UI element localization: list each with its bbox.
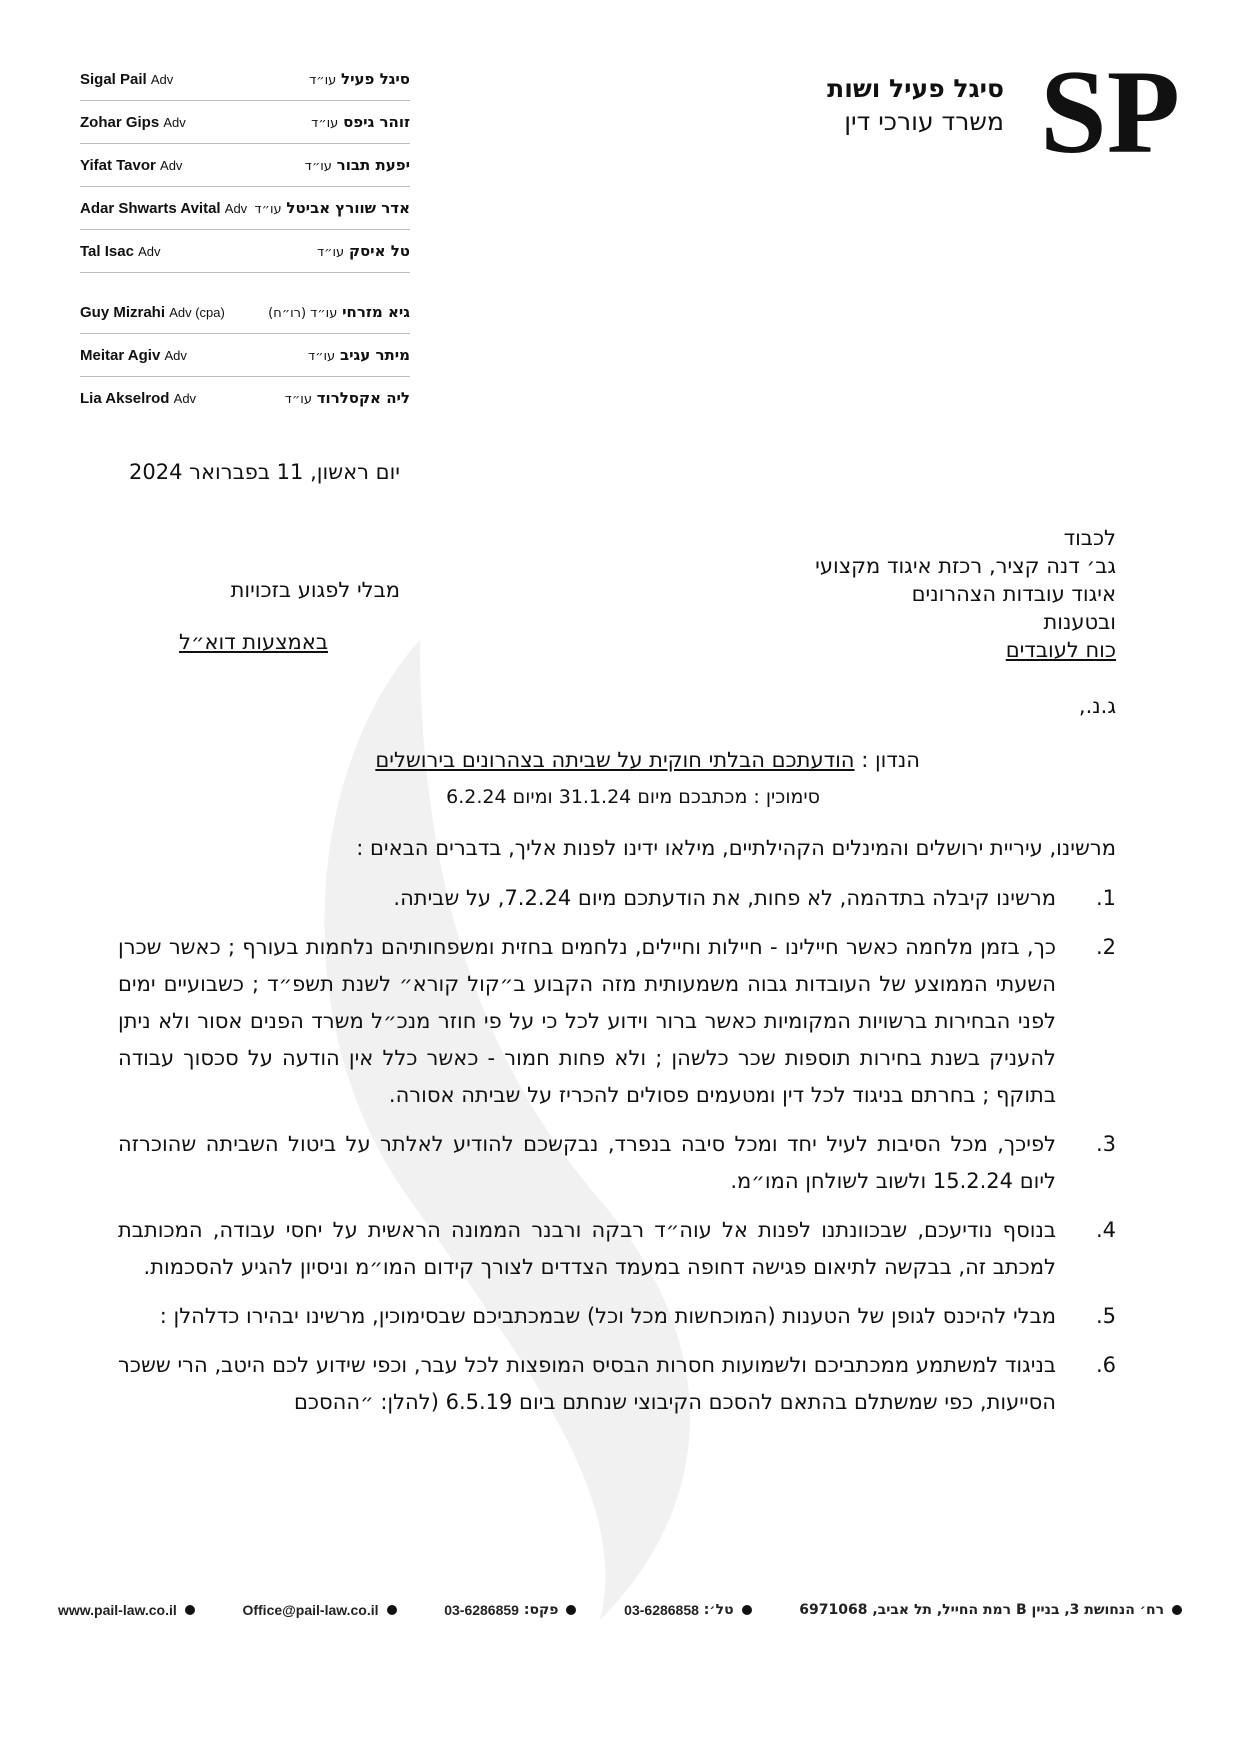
team-row	[80, 58, 410, 101]
paragraph-item	[118, 880, 1116, 917]
team-row	[80, 334, 410, 377]
phone-number[interactable]: 03-6286858	[624, 1602, 699, 1618]
paragraph-item	[118, 1298, 1116, 1335]
fax-number: 03-6286859	[444, 1602, 519, 1618]
fax-label: פקס:	[523, 1602, 559, 1618]
member-name-he: יפעת תבור	[336, 156, 410, 174]
addressee-line: כוח לעובדים	[1005, 638, 1116, 662]
member-name-he: ליה אקסלרוד	[316, 389, 410, 407]
team-row	[80, 101, 410, 144]
bullet-icon	[1172, 1605, 1182, 1615]
member-name-he: גיא מזרחי	[342, 303, 410, 321]
member-title-he: עו״ד	[254, 202, 282, 217]
member-name-en: Zohar Gips	[80, 113, 160, 131]
address-text: רח׳ הנחושת 3, בניין B רמת החייל, תל אביב, 6971068	[799, 1602, 1164, 1618]
bullet-icon	[185, 1605, 195, 1615]
member-name-he: אדר שוורץ אביטל	[286, 199, 410, 217]
paragraph-number: 2.	[1095, 935, 1116, 959]
sp-logo	[1040, 62, 1200, 162]
member-title-he: עו״ד	[311, 116, 339, 131]
greeting: ג.נ.,	[1078, 694, 1116, 718]
team-row	[80, 291, 410, 334]
team-list	[80, 58, 410, 419]
footer-address	[799, 1602, 1182, 1618]
addressee-line: לכבוד	[1063, 526, 1116, 550]
paragraph-item	[118, 1347, 1116, 1421]
references-line: סימוכין : מכתבכם מיום 31.1.24 ומיום 6.2.24	[446, 786, 820, 808]
delivery-method: באמצעות דוא״ל	[179, 630, 328, 654]
phone-label: טל׳:	[703, 1602, 734, 1618]
team-row	[80, 230, 410, 273]
member-title-he: עו״ד (רו״ח)	[268, 306, 338, 321]
member-name-he: טל איסק	[348, 242, 410, 260]
member-name-en: Adar Shwarts Avital	[80, 199, 221, 217]
member-name-en: Meitar Agiv	[80, 346, 161, 364]
member-title-en: Adv (cpa)	[169, 304, 225, 320]
firm-name: סיגל פעיל ושות	[827, 74, 1004, 103]
addressee-block	[815, 524, 1116, 664]
paragraph-text: כך, בזמן מלחמה כאשר חיילינו - חיילות וחיילים, נלחמים בחזית ומשפחותיהם נלחמות בעורף ; כאשר שכרן השעתי הממוצע של העובדות גבוה משמעותית מזה הקבוע ב״קול קורא״ לשנת תשפ״ד ; כשבועיים ימים לפני הבחירות ברשויות המקומיות כאשר ברור וידוע לכל כי על פי חוזר מנכ״ל משרד הפנים אסור ולא ניתן להעניק בשנת בחירות תוספות שכר כלשהן ; ולא פחות חמור - כאשר כלל אין הודעה על סכסוך עבודה בתוקף ; בחרתם בניגוד לכל דין ומטעמים פסולים להכריז על שביתה אסורה.	[118, 935, 1056, 1107]
member-title-he: עו״ד	[308, 349, 336, 364]
footer-email	[242, 1602, 396, 1618]
addressee-line: ובטענות	[1043, 610, 1116, 634]
member-name-en: Sigal Pail	[80, 70, 147, 88]
paragraph-number: 5.	[1095, 1304, 1116, 1328]
paragraph-text: לפיכך, מכל הסיבות לעיל יחד ומכל סיבה בנפרד, נבקשכם להודיע לאלתר על ביטול השביתה שהוכרזה ליום 15.2.24 ולשוב לשולחן המו״מ.	[118, 1132, 1056, 1193]
member-title-en: Adv	[138, 243, 161, 259]
member-name-he: זוהר גיפס	[343, 113, 410, 131]
member-title-en: Adv	[150, 71, 174, 87]
footer-phone	[624, 1602, 751, 1618]
website-link[interactable]: www.pail-law.co.il	[58, 1602, 177, 1618]
member-name-en: Lia Akselrod	[80, 389, 170, 407]
bullet-icon	[742, 1605, 752, 1615]
paragraph-text: בנוסף נודיעכם, שבכוונתנו לפנות אל עוה״ד רבקה ורבנר הממונה הראשית על יחסי עבודה, המכותבת למכתב זה, בבקשה לתיאום פגישה דחופה במעמד הצדדים לצורך קידום המו״מ וניסיון להגיע להסכמות.	[118, 1218, 1056, 1279]
paragraph-text: מבלי להיכנס לגופן של הטענות (המוכחשות מכל וכל) שבמכתביכם שבסימוכין, מרשינו יבהירו כדלהלן :	[159, 1304, 1056, 1328]
member-title-en: Adv	[164, 347, 187, 363]
member-name-en: Yifat Tavor	[80, 156, 156, 174]
member-title-he: עו״ד	[317, 245, 345, 260]
member-title-he: עו״ד	[304, 159, 332, 174]
numbered-paragraphs	[118, 880, 1116, 1433]
member-title-he: עו״ד	[309, 73, 337, 88]
member-name-en: Tal Isac	[80, 242, 134, 260]
team-row	[80, 144, 410, 187]
firm-heading	[704, 74, 1004, 136]
paragraph-number: 1.	[1095, 886, 1116, 910]
paragraph-item	[118, 1212, 1116, 1286]
footer-website	[58, 1602, 195, 1618]
paragraph-number: 3.	[1095, 1132, 1116, 1156]
member-title-en: Adv	[173, 390, 197, 406]
addressee-line: גב׳ דנה קציר, רכזת איגוד מקצועי	[815, 554, 1116, 578]
paragraph-item	[118, 1126, 1116, 1200]
logo-text: SP	[1040, 62, 1181, 162]
footer-fax	[444, 1602, 576, 1618]
paragraph-item	[118, 929, 1116, 1114]
team-row	[80, 187, 410, 230]
member-name-he: סיגל פעיל	[341, 70, 410, 88]
subject-text: הודעתכם הבלתי חוקית על שביתה בצהרונים בירושלים	[375, 748, 855, 772]
email-link[interactable]: Office@pail-law.co.il	[242, 1602, 379, 1618]
paragraph-text: מרשינו קיבלה בתדהמה, לא פחות, את הודעתכם מיום 7.2.24, על שביתה.	[393, 886, 1056, 910]
member-title-en: Adv	[163, 114, 186, 130]
bullet-icon	[387, 1605, 397, 1615]
paragraph-number: 6.	[1095, 1353, 1116, 1377]
addressee-line: איגוד עובדות הצהרונים	[911, 582, 1116, 606]
paragraph-text: בניגוד למשתמע ממכתביכם ולשמועות חסרות הבסיס המופצות לכל עבר, וכפי שידוע לכם היטב, הרי ששכר הסייעות, כפי שמשתלם בהתאם להסכם הקיבוצי שנחתם ביום 6.5.19 (להלן: ״ההסכם	[118, 1353, 1056, 1414]
footer-contact	[58, 1598, 1182, 1622]
member-title-en: Adv	[160, 157, 183, 173]
paragraph-number: 4.	[1095, 1218, 1116, 1242]
letter-date: יום ראשון, 11 בפברואר 2024	[129, 460, 400, 484]
bullet-icon	[566, 1605, 576, 1615]
member-name-en: Guy Mizrahi	[80, 303, 166, 321]
subject-label: הנדון :	[861, 748, 920, 772]
team-row	[80, 377, 410, 419]
intro-paragraph: מרשינו, עיריית ירושלים והמינלים הקהילתיים, מילאו ידינו לפנות אליך, בדברים הבאים :	[356, 836, 1116, 860]
without-prejudice-note: מבלי לפגוע בזכויות	[230, 578, 400, 602]
member-title-he: עו״ד	[284, 392, 312, 407]
subject-line	[375, 748, 920, 772]
member-name-he: מיתר עגיב	[339, 346, 410, 364]
firm-subtitle: משרד עורכי דין	[844, 107, 1004, 136]
member-title-en: Adv	[224, 200, 248, 216]
